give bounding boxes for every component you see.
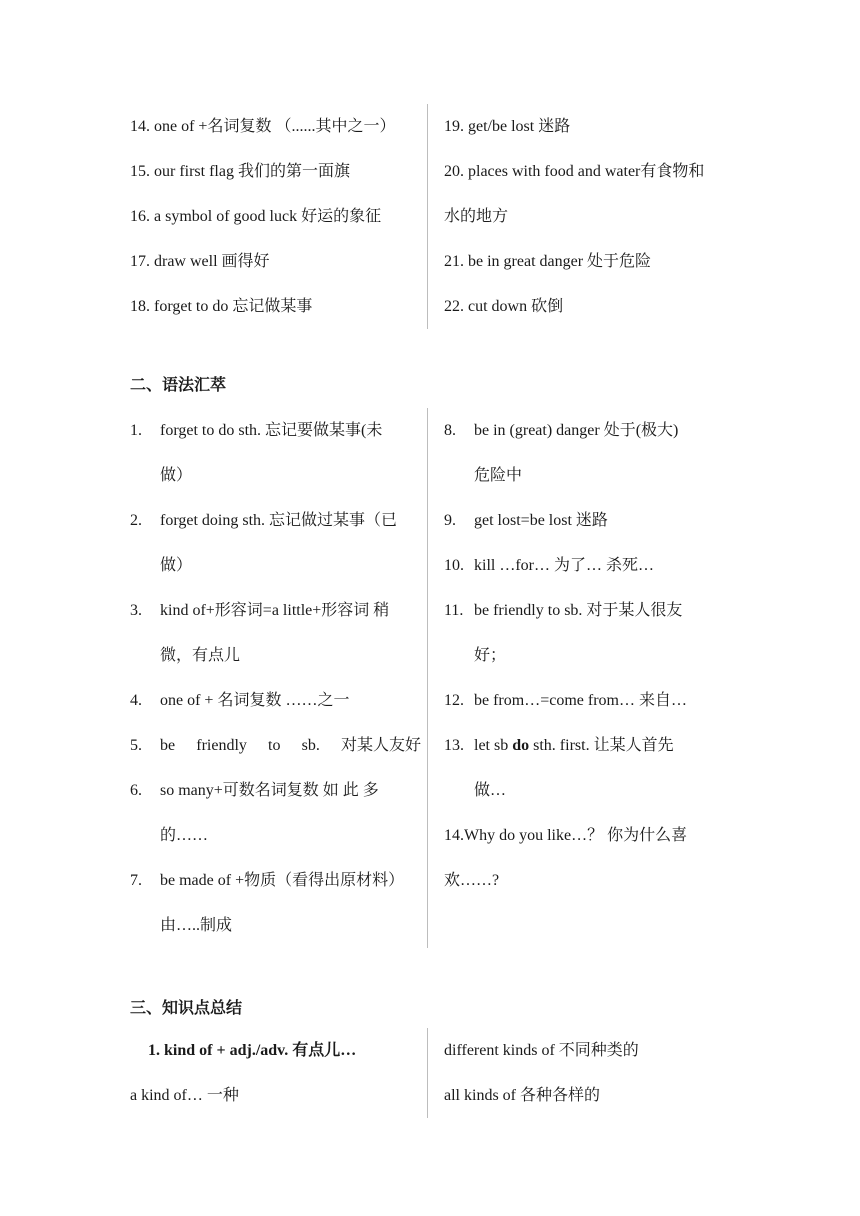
grammar-item-body	[160, 408, 421, 498]
knowledge-section-heading: 三、知识点总结	[130, 998, 243, 1017]
grammar-item-line: 做…	[474, 782, 507, 799]
grammar-item-body	[160, 498, 421, 588]
grammar-item-number: 4.	[130, 692, 142, 709]
grammar-line: 欢……?	[444, 872, 500, 889]
grammar-word: friendly	[196, 737, 247, 754]
phrase-line: 14. one of +名词复数 （......其中之一）	[130, 118, 396, 135]
grammar-item-line: one of + 名词复数 ……之一	[160, 692, 350, 709]
grammar-item-body	[474, 543, 740, 588]
grammar-item-line: be from…=come from… 来自…	[474, 692, 687, 709]
grammar-item-body	[474, 723, 740, 813]
phrase-list-right-column	[428, 104, 740, 329]
grammar-item-number: 12.	[444, 692, 464, 709]
grammar-list-right-column	[428, 408, 740, 948]
grammar-line: 14.Why do you like…？ 你为什么喜	[444, 827, 688, 844]
grammar-item-number: 5.	[130, 737, 142, 754]
grammar-item-line: get lost=be lost 迷路	[474, 512, 608, 529]
knowledge-section	[130, 1028, 740, 1118]
phrase-line: 17. draw well 画得好	[130, 253, 270, 270]
grammar-item-number: 10.	[444, 557, 464, 574]
grammar-word: 对某人友好	[340, 737, 421, 754]
grammar-item-number: 7.	[130, 872, 142, 889]
phrase-line: 20. places with food and water有食物和	[444, 163, 705, 180]
knowledge-line: 1. kind of + adj./adv. 有点儿…	[148, 1042, 357, 1059]
grammar-item-body	[160, 588, 421, 678]
grammar-item-line: forget to do sth. 忘记要做某事(未	[160, 422, 383, 439]
grammar-item-line: be made of +物质（看得出原材料）	[160, 872, 405, 889]
grammar-item	[444, 678, 740, 723]
grammar-item	[130, 678, 421, 723]
grammar-item	[130, 498, 421, 588]
grammar-item-line	[160, 723, 421, 768]
grammar-text: sth. first. 让某人首先	[529, 737, 674, 754]
grammar-item-line: 危险中	[474, 467, 523, 484]
grammar-item-line: 由…..制成	[160, 917, 233, 934]
grammar-item-number: 6.	[130, 782, 142, 799]
phrase-line: 18. forget to do 忘记做某事	[130, 298, 313, 315]
grammar-item-line: 好；	[474, 647, 507, 664]
grammar-item-number: 8.	[444, 422, 456, 439]
grammar-bold-text: do	[512, 737, 530, 754]
grammar-list-section	[130, 408, 740, 948]
grammar-text: let sb	[474, 737, 513, 754]
phrase-line: 15. our first flag 我们的第一面旗	[130, 163, 350, 180]
grammar-item-number: 11.	[444, 602, 464, 619]
knowledge-right-column	[428, 1028, 740, 1118]
grammar-item	[130, 768, 421, 858]
grammar-word: to	[268, 737, 281, 754]
knowledge-left-column	[130, 1028, 428, 1118]
phrase-list-left-column	[130, 104, 428, 329]
grammar-item-line: forget doing sth. 忘记做过某事（已	[160, 512, 398, 529]
knowledge-line: a kind of… 一种	[130, 1087, 239, 1104]
grammar-item	[130, 408, 421, 498]
grammar-word: be	[160, 737, 176, 754]
grammar-item-body	[160, 678, 421, 723]
grammar-item-number: 2.	[130, 512, 142, 529]
grammar-item	[444, 723, 740, 813]
grammar-item	[444, 408, 740, 498]
grammar-item-number: 9.	[444, 512, 456, 529]
grammar-item	[444, 543, 740, 588]
grammar-item-body	[160, 723, 421, 768]
grammar-item-number: 1.	[130, 422, 142, 439]
grammar-item-body	[474, 498, 740, 543]
phrase-list-section	[130, 104, 740, 329]
grammar-item-number: 13.	[444, 737, 464, 754]
grammar-item	[444, 588, 740, 678]
grammar-item-body	[474, 588, 740, 678]
grammar-word: sb.	[301, 737, 320, 754]
grammar-item-line: 做）	[160, 557, 193, 574]
grammar-item-line: kill …for… 为了… 杀死…	[474, 557, 654, 574]
grammar-list-left-column	[130, 408, 428, 948]
phrase-line: 22. cut down 砍倒	[444, 298, 564, 315]
grammar-item-number: 3.	[130, 602, 142, 619]
grammar-item-line: kind of+形容词=a little+形容词 稍	[160, 602, 390, 619]
phrase-line: 16. a symbol of good luck 好运的象征	[130, 208, 382, 225]
grammar-item-line: 微，有点儿	[160, 647, 241, 664]
grammar-item	[130, 858, 421, 948]
grammar-section-heading: 二、语法汇萃	[130, 375, 227, 394]
grammar-item-body	[474, 408, 740, 498]
grammar-item-line: so many+可数名词复数 如 此 多	[160, 782, 379, 799]
grammar-item	[130, 588, 421, 678]
grammar-item-body	[160, 858, 421, 948]
grammar-item-line	[474, 723, 740, 768]
grammar-item-line: 做）	[160, 467, 193, 484]
knowledge-line: all kinds of 各种各样的	[444, 1087, 600, 1104]
phrase-line: 21. be in great danger 处于危险	[444, 253, 652, 270]
grammar-item-line: be friendly to sb. 对于某人很友	[474, 602, 683, 619]
phrase-line: 水的地方	[444, 208, 509, 225]
knowledge-line: different kinds of 不同种类的	[444, 1042, 639, 1059]
grammar-item-body	[474, 678, 740, 723]
phrase-line: 19. get/be lost 迷路	[444, 118, 571, 135]
grammar-item	[444, 498, 740, 543]
grammar-item	[130, 723, 421, 768]
grammar-item-body	[160, 768, 421, 858]
grammar-item-line: be in (great) danger 处于(极大)	[474, 422, 679, 439]
grammar-item-line: 的……	[160, 827, 209, 844]
